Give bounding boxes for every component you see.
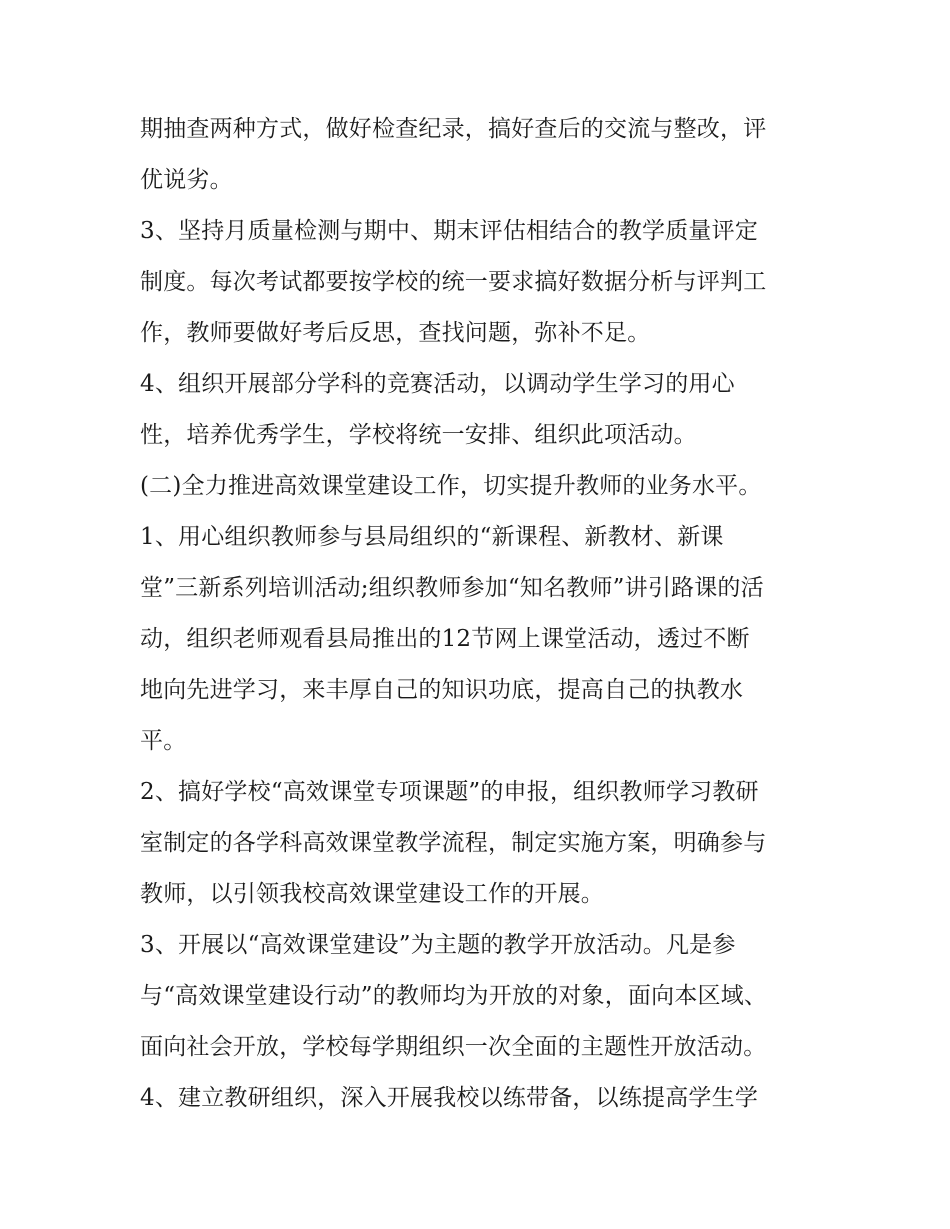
text-line: 3、开展以“高效课堂建设”为主题的教学开放活动。凡是参: [140, 932, 736, 958]
text-line: 优说劣。: [140, 167, 233, 193]
body-text: [140, 104, 830, 1124]
text-line: 期抽查两种方式，做好检查纪录，搞好查后的交流与整改，评: [140, 116, 767, 142]
text-line: 1、用心组织教师参与县局组织的“新课程、新教材、新课: [140, 524, 724, 550]
text-line: 2、搞好学校“高效课堂专项课题”的申报，组织教师学习教研: [140, 779, 759, 805]
text-line: 堂”三新系列培训活动;组织教师参加“知名教师”讲引路课的活: [140, 575, 764, 601]
text-line: 动，组织老师观看县局推出的12节网上课堂活动，透过不断: [140, 626, 750, 652]
text-line: 作，教师要做好考后反思，查找问题，弥补不足。: [140, 320, 651, 346]
text-line: 教师，以引领我校高效课堂建设工作的开展。: [140, 881, 604, 907]
text-line: 地向先进学习，来丰厚自己的知识功底，提高自己的执教水: [140, 677, 744, 703]
text-line: 平。: [140, 728, 187, 754]
text-line: 与“高效课堂建设行动”的教师均为开放的对象，面向本区域、: [140, 983, 768, 1009]
text-line: 3、坚持月质量检测与期中、期末评估相结合的教学质量评定: [140, 218, 759, 244]
text-line: 制度。每次考试都要按学校的统一要求搞好数据分析与评判工: [140, 269, 767, 295]
text-line: 面向社会开放，学校每学期组织一次全面的主题性开放活动。: [140, 1034, 767, 1060]
text-line: 4、组织开展部分学科的竞赛活动，以调动学生学习的用心: [140, 371, 735, 397]
text-line: 性，培养优秀学生，学校将统一安排、组织此项活动。: [140, 422, 697, 448]
text-line: 4、建立教研组织，深入开展我校以练带备，以练提高学生学: [140, 1085, 759, 1111]
section-heading: (二)全力推进高效课堂建设工作，切实提升教师的业务水平。: [140, 473, 762, 499]
text-line: 室制定的各学科高效课堂教学流程，制定实施方案，明确参与: [140, 830, 767, 856]
